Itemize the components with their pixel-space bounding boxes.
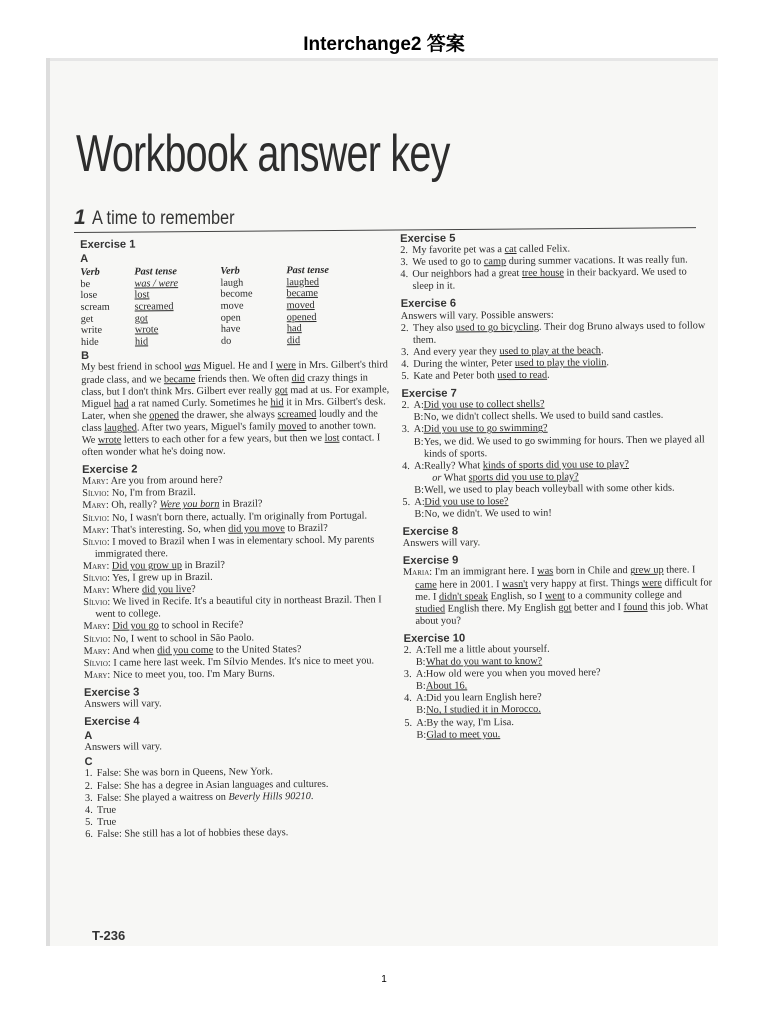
- qa-item: [402, 398, 712, 425]
- exercise-3-text: Answers will vary.: [84, 698, 162, 710]
- question-part: Really? What: [424, 459, 483, 472]
- answer-text: used to read: [497, 369, 548, 382]
- item-text: [413, 357, 609, 371]
- item-text: [413, 320, 711, 347]
- exercise-1-part-a: A: [80, 253, 89, 266]
- dialogue-text: No, I wasn't born there, actually. I'm originally from Portugal.: [112, 510, 368, 524]
- item-text: [412, 267, 710, 294]
- qa-item: [404, 666, 714, 693]
- answer-cell: was / were: [134, 277, 179, 290]
- question-text: [424, 423, 548, 436]
- verb-cell: move: [220, 300, 244, 312]
- answer-text: What do you want to know?: [425, 655, 543, 668]
- verb-table: [80, 265, 329, 348]
- dialogue-line: [83, 534, 393, 561]
- question-part: What: [443, 472, 469, 484]
- item-text-part: And every year they: [413, 345, 500, 358]
- question-line: [416, 692, 542, 705]
- question-text: How old were you when you moved here?: [425, 667, 601, 680]
- item-number: 4.: [400, 269, 409, 281]
- exercise-2-heading: Exercise 2: [82, 463, 138, 477]
- exercise-4-part-c: C: [84, 756, 93, 769]
- speaker-b: B:: [416, 729, 427, 741]
- answer-line: [414, 508, 551, 521]
- exercise-2-dialogue: [82, 474, 394, 682]
- item-number: 4.: [84, 804, 93, 816]
- item-text: [413, 370, 550, 383]
- qa-item: [402, 458, 712, 497]
- item-number: 4.: [404, 693, 412, 705]
- question-line: [416, 717, 514, 730]
- left-column: [80, 231, 395, 841]
- speaker-b: B:: [414, 508, 425, 520]
- item-text-part: They also: [412, 322, 456, 334]
- answer-cell: moved: [286, 299, 315, 312]
- list-item: [401, 368, 711, 383]
- scan-top-edge: [46, 58, 718, 61]
- item-number: 4.: [401, 358, 409, 370]
- speaker-name: Sílvio:: [83, 596, 111, 609]
- answer-line: [416, 729, 514, 742]
- exercise-7-list: [402, 398, 713, 522]
- item-number: 1.: [84, 768, 93, 780]
- exercise-10-heading: Exercise 10: [403, 632, 466, 645]
- speaker-name: Sílvio:: [82, 512, 110, 524]
- item-text-part: .: [600, 345, 604, 357]
- dialogue-text: No, I went to school in São Paolo.: [113, 631, 255, 645]
- speaker-name: Mary:: [83, 669, 111, 681]
- question-line: [414, 458, 674, 484]
- answer-line: [414, 434, 712, 461]
- dialogue-text: That's interesting. So, when: [111, 523, 229, 536]
- dialogue-text: in Brazil?: [181, 559, 225, 572]
- answer-text: cat: [504, 244, 517, 256]
- verb-cell: open: [220, 312, 241, 324]
- item-text-part: We used to go to: [412, 256, 484, 269]
- item-number: 2.: [400, 245, 408, 257]
- list-item: [401, 320, 711, 347]
- speaker-a: A:: [413, 424, 425, 436]
- speaker-a: A:: [415, 644, 427, 656]
- verb-cell: have: [220, 323, 241, 335]
- dialogue-text: in Brazil?: [219, 498, 263, 511]
- exercise-4a-text: Answers will vary.: [84, 741, 162, 754]
- item-text-part: True: [96, 804, 117, 816]
- answer-line: [416, 656, 550, 669]
- question-text: [424, 399, 545, 412]
- answer-text: Did you use to lose?: [424, 496, 509, 508]
- speaker-a: A:: [414, 496, 425, 508]
- col-header: Verb: [220, 265, 240, 277]
- or-label: or: [432, 472, 442, 484]
- answer-cell: opened: [286, 311, 317, 323]
- dialogue-text: Yes, I grew up in Brazil.: [112, 571, 213, 584]
- speaker-name: Mary:: [82, 524, 110, 536]
- verb-cell: do: [220, 335, 232, 347]
- item-text: [97, 804, 116, 816]
- answer-cell: became: [286, 288, 319, 300]
- item-text-part: .: [310, 790, 314, 802]
- item-text-part: My favorite pet was a: [412, 244, 505, 256]
- item-text-part: Our neighbors had a great: [412, 268, 522, 281]
- speaker-a: A:: [414, 460, 425, 472]
- item-text-part: False: She played a waitress on: [96, 791, 229, 804]
- dialogue-text: No, I'm from Brazil.: [111, 487, 196, 500]
- question-text: [424, 459, 629, 485]
- item-number: 3.: [84, 792, 93, 804]
- answer-cell: wrote: [134, 324, 159, 336]
- question-line: [416, 644, 550, 657]
- list-item: [85, 826, 395, 841]
- question-text: Tell me a little about yourself.: [425, 643, 550, 656]
- col-header: Verb: [80, 267, 100, 279]
- speaker-b: B:: [415, 656, 426, 668]
- dialogue-text: We lived in Recife. It's a beautiful city in northeast Brazil. Then I went to college.: [95, 594, 382, 621]
- exercise-9-heading: Exercise 9: [402, 554, 459, 568]
- item-number: 3.: [401, 424, 410, 436]
- answer-text: kinds of sports did you use to play?: [482, 458, 629, 471]
- question-text: By the way, I'm Lisa.: [426, 716, 514, 729]
- answer-text: Did you use to go swimming?: [423, 423, 548, 436]
- answer-text: did you come: [157, 644, 214, 656]
- speaker-name: Sílvio:: [82, 536, 110, 548]
- dialogue-text: Oh, really?: [111, 499, 160, 512]
- verb-cell: become: [220, 288, 253, 301]
- speaker-b: B:: [415, 681, 426, 693]
- speaker-name: Sílvio:: [83, 633, 111, 645]
- item-text-part: True: [97, 816, 117, 828]
- list-item: [400, 267, 710, 294]
- exercise-7-heading: Exercise 7: [401, 387, 457, 401]
- scan-left-edge: [46, 58, 50, 946]
- answer-text: About 16.: [425, 680, 468, 693]
- dialogue-text: Are you from around here?: [110, 475, 223, 488]
- answer-text: did you move: [228, 522, 285, 535]
- speaker-b: B:: [413, 436, 424, 448]
- verb-cell: lose: [80, 290, 98, 302]
- answer-cell: had: [286, 323, 302, 335]
- item-text: [97, 817, 116, 829]
- item-text-part: False: She has a degree in Asian languages and cultures.: [96, 778, 329, 792]
- exercise-4c-list: [85, 766, 396, 841]
- speaker-name: Mary:: [82, 500, 109, 512]
- speaker-b: B:: [414, 484, 425, 496]
- item-number: 5.: [85, 816, 93, 828]
- verb-cell: scream: [80, 301, 110, 313]
- exercise-6-heading: Exercise 6: [400, 297, 457, 311]
- answer-reply: Well, we used to play beach volleyball with some other kids.: [424, 482, 675, 496]
- item-number: 3.: [401, 346, 409, 358]
- answer-cell: lost: [134, 289, 150, 301]
- dialogue-text: Nice to meet you, too. I'm Mary Burns.: [112, 668, 275, 681]
- verb-cell: laugh: [220, 277, 244, 289]
- main-heading: Workbook answer key: [76, 125, 450, 183]
- answer-text: Did you go: [112, 620, 159, 633]
- exercise-10-list: [404, 642, 715, 741]
- question-line: [416, 667, 601, 681]
- item-text: [97, 827, 288, 841]
- dialogue-line: [83, 594, 393, 621]
- item-number: 3.: [400, 257, 409, 269]
- answer-cell: hid: [134, 336, 149, 348]
- exercise-3-heading: Exercise 3: [83, 686, 140, 699]
- answer-reply: Yes, we did. We used to go swimming for hours. Then we played all kinds of sports.: [423, 433, 705, 460]
- verb-cell: get: [80, 313, 94, 325]
- answer-text: sports did you use to play?: [468, 471, 579, 484]
- speaker-a: A:: [415, 668, 427, 681]
- speaker-name: Sílvio:: [82, 488, 110, 500]
- answer-text: Did you use to collect shells?: [423, 398, 545, 412]
- item-text-part: . Their dog Bruno always used to follow them.: [412, 319, 706, 346]
- speaker-b: B:: [416, 705, 426, 717]
- answer-cell: laughed: [286, 276, 320, 288]
- speaker-a: A:: [416, 693, 427, 705]
- qa-body: [414, 496, 551, 521]
- item-title: Beverly Hills 90210: [228, 790, 311, 803]
- col-header: Past tense: [134, 266, 178, 278]
- exercise-1-part-b: B: [81, 350, 90, 363]
- verb-row: [81, 335, 330, 349]
- answer-reply: No, we didn't collect shells. We used to build sand castles.: [423, 410, 664, 424]
- exercise-9-paragraph: Maria: I'm an immigrant here. I was born in Chile and grew up there. I came here in 2001. I wasn't very happy at first. Things were difficult for me. I didn't speak English, so I went to a community college and studied English there. My English got better and I found this job. What about you?: [402, 564, 713, 627]
- speaker-b: B:: [413, 412, 424, 424]
- item-text-part: during summer vacations. It was really fun.: [506, 254, 688, 268]
- qa-item: [402, 494, 712, 521]
- exercise-1-heading: Exercise 1: [80, 238, 136, 251]
- unit-title: A time to remember: [92, 208, 235, 229]
- dialogue-text: I moved to Brazil when I was in elementary school. My parents immigrated there.: [94, 534, 375, 560]
- speaker-a: A:: [413, 400, 424, 412]
- item-text: [97, 791, 314, 805]
- exercise-4-part-a: A: [84, 730, 93, 743]
- item-number: 2.: [400, 322, 409, 334]
- answer-line: [414, 482, 674, 496]
- item-number: 3.: [403, 669, 412, 681]
- exercise-6-intro: Answers will vary. Possible answers:: [400, 309, 554, 322]
- speaker-name: Mary:: [83, 645, 111, 657]
- exercise-6-list: [401, 320, 712, 383]
- exercise-5-heading: Exercise 5: [400, 232, 456, 245]
- question-text: [424, 496, 508, 509]
- answer-text: Were you born: [159, 499, 220, 511]
- answer-text: Did you grow up: [111, 560, 183, 572]
- item-text-part: False: She still has a lot of hobbies these days.: [97, 827, 289, 840]
- item-number: 5.: [401, 370, 410, 383]
- exercise-1b-paragraph: My best friend in school was Miguel. He and I were in Mrs. Gilbert's third grade class, and we became friends then. We often did crazy things in class, but I don't think Mrs. Gilbert ever really got mad at us. For example, Miguel had a rat named Curly. Sometimes he hid it in Mrs. Gilbert's desk. Later, when she opened the drawer, she always screamed loudly and the class laughed. After two years, Miguel's family moved to another town. We wrote letters to each other for a few years, but then we lost contact. I often wonder what he's doing now.: [81, 359, 390, 459]
- item-number: 4.: [402, 460, 410, 472]
- answer-cell: did: [286, 334, 301, 346]
- qa-body: [416, 692, 542, 717]
- page-number: 1: [381, 974, 387, 985]
- speaker-name: Mary:: [83, 621, 110, 633]
- qa-body: [416, 667, 601, 693]
- dialogue-line: [84, 667, 394, 682]
- answer-line: [416, 704, 542, 717]
- verb-cell: write: [80, 324, 103, 337]
- speaker-name: Sílvio:: [83, 657, 111, 669]
- exercise-4-heading: Exercise 4: [84, 715, 140, 729]
- item-number: 6.: [85, 828, 94, 840]
- unit-number: 1: [74, 206, 86, 229]
- verb-cell: hide: [80, 336, 99, 348]
- speaker-name: Mary:: [82, 476, 109, 488]
- qa-item: [404, 691, 714, 718]
- col-header: Past tense: [286, 265, 330, 277]
- answer-text: Glad to meet you.: [426, 728, 501, 741]
- verb-cell: be: [80, 278, 91, 290]
- qa-body: [414, 398, 664, 424]
- dialogue-text: I came here last week. I'm Sílvio Mendes. It's nice to meet you.: [113, 655, 375, 669]
- answer-cell: got: [134, 312, 148, 325]
- item-text-part: called Felix.: [516, 243, 571, 256]
- item-text-part: False: She was born in Queens, New York.: [96, 766, 273, 780]
- answer-text: No, I studied it in Morocco.: [426, 704, 541, 717]
- qa-item: [402, 422, 712, 461]
- item-number: 5.: [404, 717, 413, 729]
- item-number: 2.: [401, 400, 410, 412]
- answer-text: used to play at the beach: [499, 345, 601, 357]
- question-text: Did you learn English here?: [426, 692, 542, 705]
- dialogue-text: And when: [112, 644, 158, 657]
- qa-item: [404, 642, 714, 669]
- page-id-label: T-236: [92, 928, 126, 943]
- item-text-part: in their backyard. We used to sleep in it.: [412, 266, 687, 293]
- dialogue-text: to school in Recife?: [158, 619, 244, 632]
- right-column: [400, 225, 714, 741]
- speaker-name: Mary:: [83, 584, 110, 597]
- item-text-part: .: [547, 369, 550, 381]
- qa-body: [414, 422, 712, 461]
- qa-body: [414, 458, 675, 497]
- qa-body: [416, 644, 550, 669]
- item-number: 2.: [403, 644, 412, 656]
- speaker-a: A:: [416, 717, 427, 729]
- answer-text: used to play the violin: [514, 357, 607, 369]
- item-number: 2.: [84, 780, 93, 792]
- item-text-part: During the winter, Peter: [413, 357, 515, 370]
- qa-body: [416, 717, 514, 742]
- exercise-8-heading: Exercise 8: [402, 525, 459, 539]
- answer-text: camp: [483, 256, 507, 268]
- answer-reply: No, we didn't. We used to win!: [424, 507, 552, 520]
- answer-text: tree house: [521, 267, 564, 280]
- scanned-page: [46, 58, 718, 946]
- dialogue-text: to the United States?: [213, 643, 302, 656]
- speaker-name: Sílvio:: [82, 572, 111, 585]
- item-text-part: Kate and Peter both: [413, 370, 498, 382]
- dialogue-text: Where: [111, 584, 142, 596]
- speaker-name: Mary:: [82, 560, 110, 572]
- answer-text: used to go bicycling: [455, 321, 540, 334]
- exercise-8-text: Answers will vary.: [402, 537, 481, 550]
- answer-line: [416, 680, 601, 694]
- item-number: 5.: [402, 496, 411, 508]
- exercise-5-list: [400, 242, 710, 293]
- answer-text: did you live: [141, 584, 192, 596]
- dialogue-text: ?: [191, 584, 196, 596]
- document-title: Interchange2 答案: [303, 34, 465, 55]
- qa-item: [404, 715, 714, 742]
- item-text-part: .: [606, 357, 609, 369]
- dialogue-text: to Brazil?: [284, 522, 328, 534]
- answer-cell: screamed: [134, 301, 174, 313]
